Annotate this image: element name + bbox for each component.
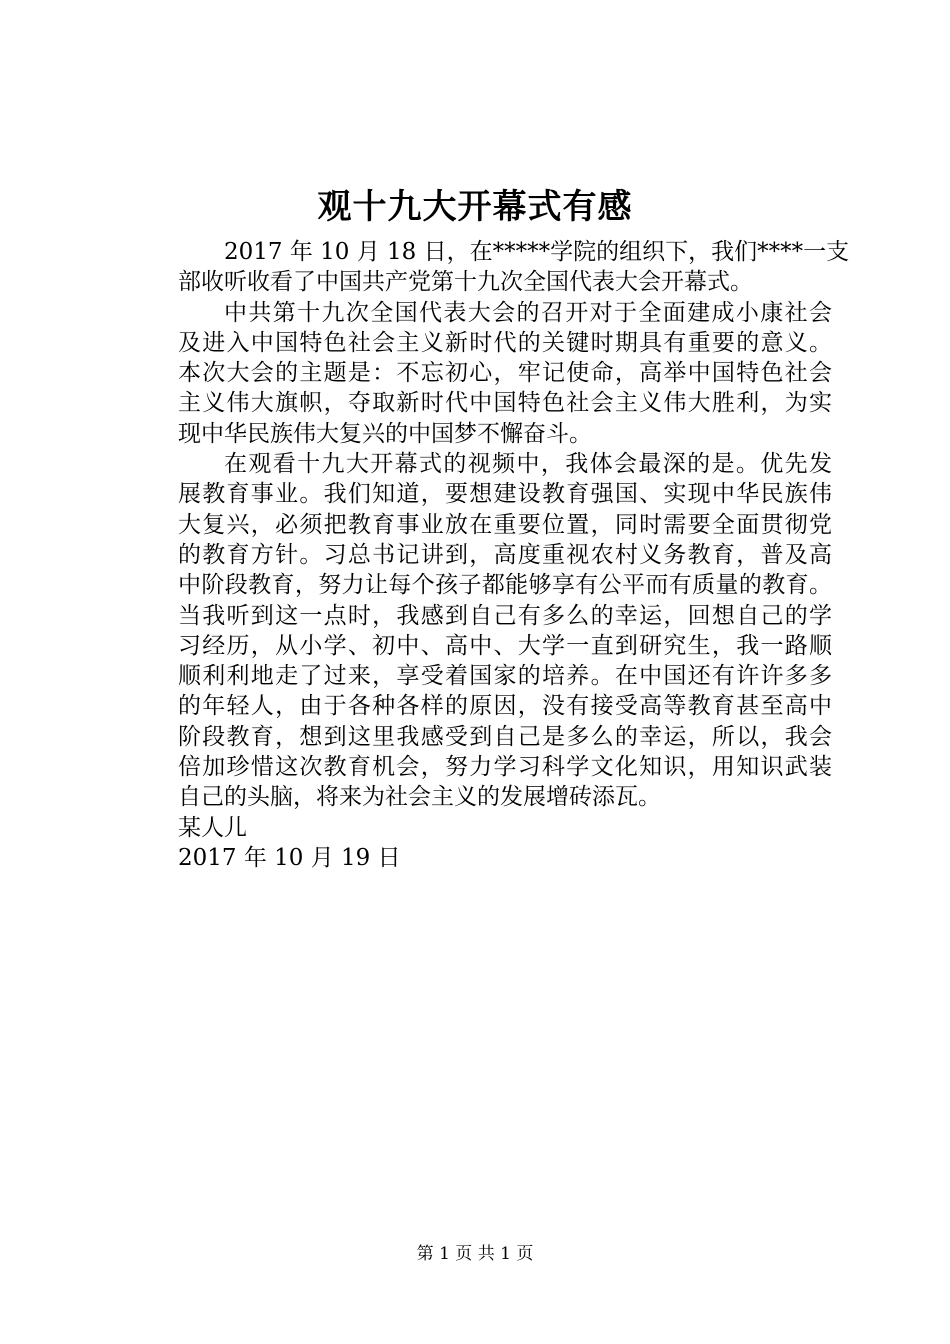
paragraph-line: 在观看十九大开幕式的视频中，我体会最深的是。优先发 bbox=[224, 451, 832, 478]
paragraph-line: 阶段教育，想到这里我感受到自己是多么的幸运，所以，我会 bbox=[178, 723, 832, 750]
paragraph-2 bbox=[132, 298, 832, 449]
paragraph-line: 的年轻人，由于各种各样的原因，没有接受高等教育甚至高中 bbox=[178, 693, 832, 720]
paragraph-line: 2017 年 10 月 18 日，在*****学院的组织下，我们****一支 bbox=[224, 239, 850, 265]
paragraph-line: 当我听到这一点时，我感到自己有多么的幸运，回想自己的学 bbox=[178, 602, 832, 629]
page-footer: 第 1 页 共 1 页 bbox=[416, 1244, 534, 1264]
paragraph-line: 部收听收看了中国共产党第十九次全国代表大会开幕式。 bbox=[178, 269, 753, 296]
paragraph-line: 及进入中国特色社会主义新时代的关键时期具有重要的意义。 bbox=[178, 329, 832, 356]
paragraph-line: 现中华民族伟大复兴的中国梦不懈奋斗。 bbox=[178, 420, 592, 447]
paragraph-line: 的教育方针。习总书记讲到，高度重视农村义务教育，普及高 bbox=[178, 541, 832, 568]
paragraph-line: 顺利利地走了过来，享受着国家的培养。在中国还有许许多多 bbox=[178, 663, 832, 690]
paragraph-line: 展教育事业。我们知道，要想建设教育强国、实现中华民族伟 bbox=[178, 481, 832, 508]
paragraph-line: 倍加珍惜这次教育机会，努力学习科学文化知识，用知识武装 bbox=[178, 754, 832, 781]
document-body bbox=[132, 237, 850, 873]
paragraph-line: 自己的头脑，将来为社会主义的发展增砖添瓦。 bbox=[178, 784, 661, 811]
paragraph-line: 主义伟大旗帜，夺取新时代中国特色社会主义伟大胜利，为实 bbox=[178, 390, 832, 417]
paragraph-line: 中共第十九次全国代表大会的召开对于全面建成小康社会 bbox=[224, 299, 832, 326]
paragraph-line: 习经历，从小学、初中、高中、大学一直到研究生，我一路顺 bbox=[178, 632, 832, 659]
paragraph-1 bbox=[132, 237, 850, 298]
signature-date: 2017 年 10 月 19 日 bbox=[178, 844, 401, 871]
signature: 某人儿 bbox=[178, 814, 247, 841]
paragraph-line: 本次大会的主题是：不忘初心，牢记使命，高举中国特色社会 bbox=[178, 360, 832, 387]
paragraph-line: 中阶段教育，努力让每个孩子都能够享有公平而有质量的教育。 bbox=[178, 572, 832, 599]
paragraph-3 bbox=[132, 449, 832, 813]
document-title: 观十九大开幕式有感 bbox=[317, 187, 633, 227]
paragraph-line: 大复兴，必须把教育事业放在重要位置，同时需要全面贯彻党 bbox=[178, 511, 832, 538]
